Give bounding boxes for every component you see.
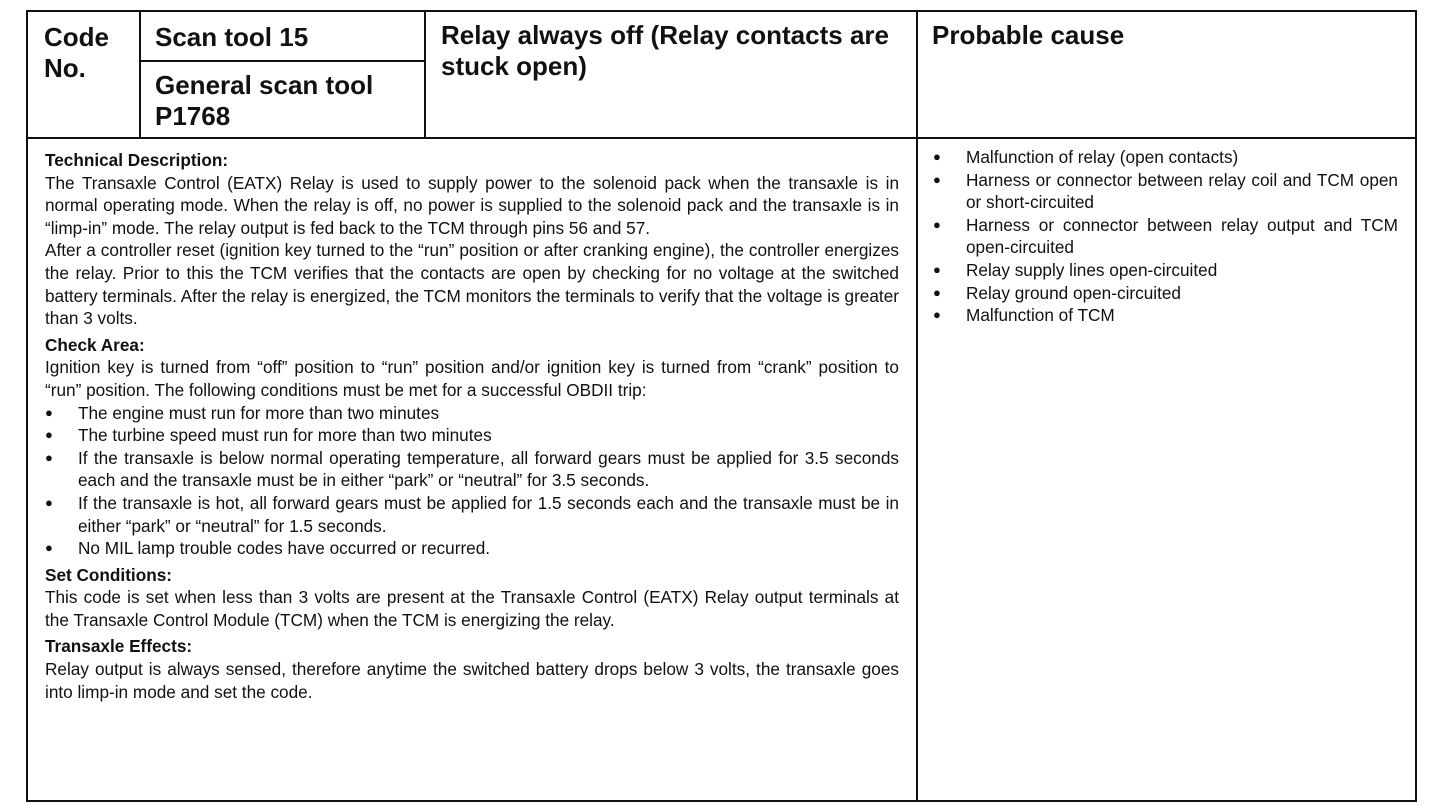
list-item: ● Malfunction of relay (open contacts) xyxy=(933,146,1398,169)
divider-code-col xyxy=(139,11,141,139)
list-item: ● If the transaxle is below normal operating temperature, all forward gears must be applied for 3.5 seconds each and the transaxle must be in either “park” or “neutral” for 3.5 seconds. xyxy=(45,447,899,492)
list-item: ● Harness or connector between relay output and TCM open-circuited xyxy=(933,214,1398,259)
list-item: ● Relay supply lines open-circuited xyxy=(933,259,1398,282)
technical-description-section xyxy=(45,149,899,330)
probable-cause-label: Probable cause xyxy=(932,20,1125,50)
check-area-section xyxy=(45,334,899,560)
divider-header-row xyxy=(27,137,1416,139)
transaxle-effects-section xyxy=(45,635,899,703)
technical-description-p1: The Transaxle Control (EATX) Relay is used to supply power to the solenoid pack when the transaxle is in normal operating mode. When the relay is off, no power is supplied to the solenoid pack and the transaxle is in “limp-in” mode. The relay output is fed back to the TCM through pins 56 and 57. xyxy=(45,172,899,238)
set-conditions-text: This code is set when less than 3 volts are present at the Transaxle Control (EATX) Relay output terminals at the Transaxle Control Module (TCM) when the TCM is energizing the relay. xyxy=(45,587,899,630)
description-column xyxy=(45,149,899,707)
list-item: ● Malfunction of TCM xyxy=(933,304,1398,327)
general-scan-tool-label: General scan tool P1768 xyxy=(155,70,374,131)
divider-main-col xyxy=(916,11,918,801)
set-conditions-section xyxy=(45,564,899,632)
check-area-heading: Check Area: xyxy=(45,334,145,355)
transaxle-effects-text: Relay output is always sensed, therefore anytime the switched battery drops below 3 volts, the transaxle goes into limp-in mode and set the code. xyxy=(45,659,899,702)
transaxle-effects-heading: Transaxle Effects: xyxy=(45,636,193,657)
divider-scan-col xyxy=(424,11,426,139)
list-item: ● Harness or connector between relay coil and TCM open or short-circuited xyxy=(933,169,1398,214)
technical-description-heading: Technical Description: xyxy=(45,150,229,170)
list-item: ● No MIL lamp trouble codes have occurred or recurred. xyxy=(45,537,899,560)
check-area-intro: Ignition key is turned from “off” position to “run” position and/or ignition key is turned from “crank” position to “run” position. The following conditions must be met for a successful OBDII trip: xyxy=(45,357,899,400)
probable-cause-list xyxy=(933,146,1398,327)
code-no-label: Code No. xyxy=(44,22,109,83)
code-title: Relay always off (Relay contacts are stuck open) xyxy=(441,20,889,81)
technical-description-p2: After a controller reset (ignition key turned to the “run” position or after cranking engine), the controller energizes the relay. Prior to this the TCM verifies that the contacts are open by checking for no voltage at the switched battery terminals. After the relay is energized, the TCM monitors the terminals to verify that the voltage is greater than 3 volts. xyxy=(45,240,899,329)
probable-cause-column xyxy=(933,146,1398,327)
list-item: ● Relay ground open-circuited xyxy=(933,282,1398,305)
set-conditions-heading: Set Conditions: xyxy=(45,564,172,585)
list-item: ● The turbine speed must run for more than two minutes xyxy=(45,424,899,447)
divider-scan-tool-row xyxy=(140,60,425,62)
check-area-list xyxy=(45,402,899,560)
scan-tool-label: Scan tool 15 xyxy=(155,22,309,52)
list-item: ● If the transaxle is hot, all forward gears must be applied for 1.5 seconds each and the transaxle must be in either “park” or “neutral” for 1.5 seconds. xyxy=(45,492,899,537)
list-item: ● The engine must run for more than two minutes xyxy=(45,402,899,425)
